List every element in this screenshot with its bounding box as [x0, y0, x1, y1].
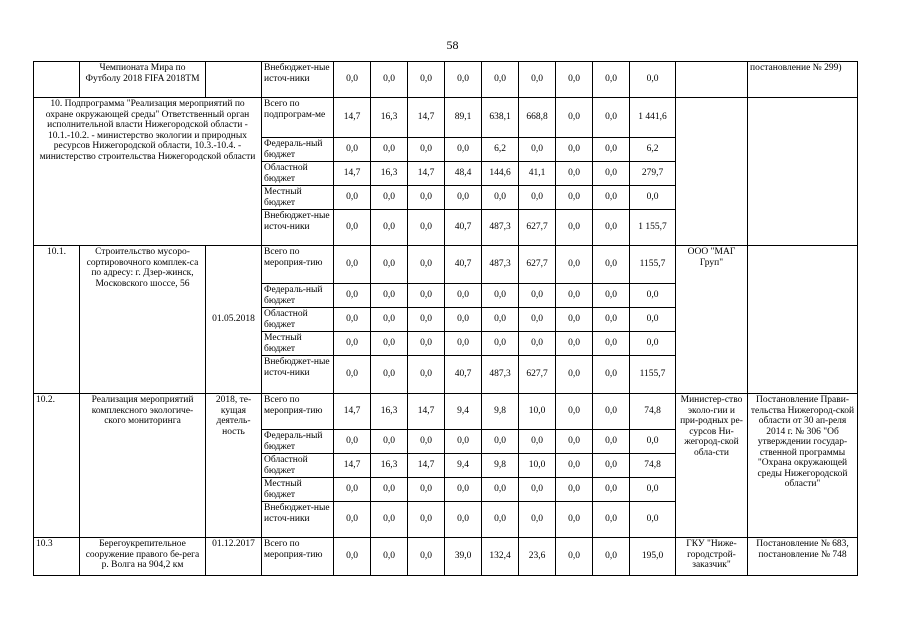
- value-cell: 0,0: [556, 356, 593, 394]
- value-cell: 0,0: [445, 186, 482, 210]
- value-cell: 0,0: [408, 478, 445, 502]
- basis-cell: [748, 246, 858, 394]
- value-cell: 16,3: [371, 394, 408, 430]
- value-cell: 0,0: [593, 502, 630, 538]
- value-cell: 0,0: [371, 186, 408, 210]
- value-cell: 0,0: [445, 430, 482, 454]
- value-cell: 0,0: [593, 210, 630, 246]
- value-cell: 0,0: [408, 538, 445, 576]
- item-name-cell: Чемпионата Мира по Футболу 2018 FIFA 2018TM: [80, 62, 206, 98]
- value-cell: 0,0: [408, 246, 445, 284]
- value-cell: 0,0: [371, 478, 408, 502]
- value-cell: 0,0: [371, 308, 408, 332]
- value-cell: 0,0: [630, 284, 676, 308]
- funding-source-cell: Областной бюджет: [262, 454, 334, 478]
- funding-source-cell: Федераль-ный бюджет: [262, 138, 334, 162]
- basis-cell: Постановление Прави-тельства Нижегород-ской области от 30 ап-реля 2014 г. № 306 "Об утверждении государ-ственной программы "Охрана окружающей среды Нижегородской области": [748, 394, 858, 538]
- value-cell: 40,7: [445, 210, 482, 246]
- table-row: [34, 246, 858, 284]
- value-cell: 0,0: [482, 478, 519, 502]
- value-cell: 0,0: [445, 502, 482, 538]
- value-cell: 0,0: [334, 430, 371, 454]
- value-cell: 627,7: [519, 210, 556, 246]
- value-cell: 0,0: [556, 332, 593, 356]
- funding-source-cell: Областной бюджет: [262, 162, 334, 186]
- executor-cell: Министер-ство эколо-гии и при-родных ре-сурсов Ни-жегород-ской обла-сти: [676, 394, 748, 538]
- funding-source-cell: Местный бюджет: [262, 332, 334, 356]
- value-cell: 0,0: [593, 186, 630, 210]
- value-cell: 0,0: [482, 502, 519, 538]
- item-name-cell: Строительство мусоро-сортировочного комплек-са по адресу: г. Дзер-жинск, Московского шоссе, 56: [80, 246, 206, 394]
- item-number-cell: 10.2.: [34, 394, 80, 538]
- value-cell: 0,0: [593, 98, 630, 138]
- value-cell: 6,2: [482, 138, 519, 162]
- value-cell: 0,0: [556, 284, 593, 308]
- funding-source-cell: Внебюджет-ные источ-ники: [262, 356, 334, 394]
- deadline-cell: 2018, те-кущая деятель-ность: [206, 394, 262, 538]
- value-cell: 487,3: [482, 210, 519, 246]
- value-cell: 0,0: [630, 62, 676, 98]
- value-cell: 0,0: [630, 332, 676, 356]
- table-row: [34, 98, 858, 138]
- item-number-cell: [34, 62, 80, 98]
- value-cell: 1155,7: [630, 356, 676, 394]
- page-number: 58: [446, 38, 459, 52]
- value-cell: 0,0: [630, 502, 676, 538]
- value-cell: 9,8: [482, 394, 519, 430]
- value-cell: 0,0: [482, 186, 519, 210]
- value-cell: 0,0: [593, 162, 630, 186]
- value-cell: 0,0: [593, 284, 630, 308]
- funding-source-cell: Всего по мероприя-тию: [262, 538, 334, 576]
- value-cell: 6,2: [630, 138, 676, 162]
- value-cell: 0,0: [593, 356, 630, 394]
- value-cell: 0,0: [593, 246, 630, 284]
- funding-source-cell: Областной бюджет: [262, 308, 334, 332]
- basis-cell: Постановление № 683, постановление № 748: [748, 538, 858, 576]
- subprogram-title-cell: 10. Подпрограмма "Реализация мероприятий по охране окружающей среды" Ответственный орган исполнительной власти Нижегородской области - 10.1.-10.2. - министерство экологии и природных ресурсов Нижегородской области, 10.3.-10.4. - министерство строительства Нижегородской области: [34, 98, 262, 246]
- funding-source-cell: Внебюджет-ные источ-ники: [262, 62, 334, 98]
- value-cell: 0,0: [556, 62, 593, 98]
- value-cell: 14,7: [334, 162, 371, 186]
- value-cell: 0,0: [593, 430, 630, 454]
- value-cell: 0,0: [408, 210, 445, 246]
- value-cell: 0,0: [408, 138, 445, 162]
- value-cell: 10,0: [519, 394, 556, 430]
- value-cell: 0,0: [556, 502, 593, 538]
- value-cell: 0,0: [482, 308, 519, 332]
- value-cell: 487,3: [482, 246, 519, 284]
- value-cell: 487,3: [482, 356, 519, 394]
- funding-source-cell: Федераль-ный бюджет: [262, 284, 334, 308]
- value-cell: 144,6: [482, 162, 519, 186]
- executor-cell: ООО "МАГ Груп": [676, 246, 748, 394]
- value-cell: 0,0: [482, 62, 519, 98]
- value-cell: 16,3: [371, 454, 408, 478]
- value-cell: 0,0: [334, 186, 371, 210]
- value-cell: 638,1: [482, 98, 519, 138]
- basis-cell: постановление № 299): [748, 62, 858, 98]
- value-cell: 23,6: [519, 538, 556, 576]
- value-cell: 74,8: [630, 394, 676, 430]
- value-cell: 0,0: [371, 538, 408, 576]
- value-cell: 0,0: [593, 62, 630, 98]
- value-cell: 0,0: [556, 246, 593, 284]
- funding-source-cell: Внебюджет-ные источ-ники: [262, 502, 334, 538]
- value-cell: 14,7: [334, 98, 371, 138]
- deadline-cell: 01.05.2018: [206, 246, 262, 394]
- value-cell: 0,0: [556, 478, 593, 502]
- value-cell: 0,0: [371, 210, 408, 246]
- value-cell: 0,0: [334, 284, 371, 308]
- value-cell: 0,0: [519, 62, 556, 98]
- value-cell: 0,0: [371, 284, 408, 308]
- value-cell: 0,0: [593, 538, 630, 576]
- value-cell: 0,0: [408, 308, 445, 332]
- value-cell: 0,0: [519, 332, 556, 356]
- value-cell: 0,0: [371, 62, 408, 98]
- value-cell: 0,0: [556, 162, 593, 186]
- value-cell: 0,0: [408, 62, 445, 98]
- funding-source-cell: Местный бюджет: [262, 478, 334, 502]
- value-cell: 0,0: [482, 284, 519, 308]
- value-cell: 0,0: [445, 478, 482, 502]
- value-cell: 16,3: [371, 98, 408, 138]
- value-cell: 1 155,7: [630, 210, 676, 246]
- value-cell: 0,0: [593, 308, 630, 332]
- value-cell: 0,0: [556, 538, 593, 576]
- value-cell: 1 441,6: [630, 98, 676, 138]
- value-cell: 0,0: [556, 186, 593, 210]
- executor-cell: ГКУ "Ниже-городстрой-заказчик": [676, 538, 748, 576]
- value-cell: 14,7: [408, 98, 445, 138]
- value-cell: 9,4: [445, 394, 482, 430]
- value-cell: 0,0: [371, 332, 408, 356]
- value-cell: 0,0: [408, 332, 445, 356]
- value-cell: 0,0: [371, 138, 408, 162]
- value-cell: 0,0: [445, 308, 482, 332]
- deadline-cell: 01.12.2017: [206, 538, 262, 576]
- value-cell: 0,0: [556, 430, 593, 454]
- value-cell: 195,0: [630, 538, 676, 576]
- value-cell: 74,8: [630, 454, 676, 478]
- value-cell: 0,0: [519, 186, 556, 210]
- value-cell: 0,0: [519, 478, 556, 502]
- value-cell: 0,0: [334, 62, 371, 98]
- value-cell: 0,0: [593, 478, 630, 502]
- funding-source-cell: Федераль-ный бюджет: [262, 430, 334, 454]
- value-cell: 0,0: [334, 138, 371, 162]
- value-cell: 0,0: [630, 308, 676, 332]
- value-cell: 0,0: [630, 186, 676, 210]
- value-cell: 0,0: [519, 502, 556, 538]
- value-cell: 0,0: [408, 430, 445, 454]
- value-cell: 48,4: [445, 162, 482, 186]
- value-cell: 0,0: [445, 62, 482, 98]
- value-cell: 16,3: [371, 162, 408, 186]
- value-cell: 0,0: [593, 332, 630, 356]
- funding-source-cell: Всего по мероприя-тию: [262, 394, 334, 430]
- funding-source-cell: Местный бюджет: [262, 186, 334, 210]
- value-cell: 0,0: [482, 430, 519, 454]
- value-cell: 0,0: [556, 454, 593, 478]
- item-name-cell: Берегоукрепительное сооружение правого бе-рега р. Волга на 904,2 км: [80, 538, 206, 576]
- value-cell: 0,0: [371, 502, 408, 538]
- value-cell: 1155,7: [630, 246, 676, 284]
- value-cell: 0,0: [556, 138, 593, 162]
- value-cell: 0,0: [334, 332, 371, 356]
- value-cell: 39,0: [445, 538, 482, 576]
- funding-source-cell: Всего по подпрограм-ме: [262, 98, 334, 138]
- table-row: [34, 62, 858, 98]
- value-cell: 0,0: [556, 308, 593, 332]
- item-name-cell: Реализация мероприятий комплексного экологиче-ского мониторинга: [80, 394, 206, 538]
- value-cell: 668,8: [519, 98, 556, 138]
- value-cell: 0,0: [334, 246, 371, 284]
- value-cell: 40,7: [445, 356, 482, 394]
- value-cell: 10,0: [519, 454, 556, 478]
- value-cell: 40,7: [445, 246, 482, 284]
- value-cell: 0,0: [593, 394, 630, 430]
- value-cell: 0,0: [482, 332, 519, 356]
- value-cell: 0,0: [556, 210, 593, 246]
- value-cell: 0,0: [334, 210, 371, 246]
- item-number-cell: 10.1.: [34, 246, 80, 394]
- value-cell: 41,1: [519, 162, 556, 186]
- basis-cell: [748, 98, 858, 246]
- value-cell: 9,4: [445, 454, 482, 478]
- program-funding-table: [33, 61, 858, 576]
- value-cell: 0,0: [630, 430, 676, 454]
- value-cell: 132,4: [482, 538, 519, 576]
- value-cell: 0,0: [445, 138, 482, 162]
- value-cell: 627,7: [519, 356, 556, 394]
- funding-source-cell: Внебюджет-ные источ-ники: [262, 210, 334, 246]
- value-cell: 0,0: [408, 356, 445, 394]
- value-cell: 0,0: [334, 502, 371, 538]
- value-cell: 14,7: [408, 394, 445, 430]
- deadline-cell: [206, 62, 262, 98]
- executor-cell: [676, 62, 748, 98]
- value-cell: 0,0: [445, 332, 482, 356]
- executor-cell: [676, 98, 748, 246]
- value-cell: 0,0: [334, 308, 371, 332]
- value-cell: 0,0: [519, 308, 556, 332]
- value-cell: 0,0: [519, 284, 556, 308]
- table-row: [34, 538, 858, 576]
- value-cell: 0,0: [593, 138, 630, 162]
- value-cell: 9,8: [482, 454, 519, 478]
- value-cell: 0,0: [371, 430, 408, 454]
- value-cell: 89,1: [445, 98, 482, 138]
- table-row: [34, 394, 858, 430]
- value-cell: 279,7: [630, 162, 676, 186]
- value-cell: 0,0: [371, 356, 408, 394]
- value-cell: 0,0: [593, 454, 630, 478]
- value-cell: 0,0: [630, 478, 676, 502]
- value-cell: 0,0: [371, 246, 408, 284]
- value-cell: 0,0: [334, 538, 371, 576]
- value-cell: 0,0: [334, 356, 371, 394]
- value-cell: 0,0: [519, 430, 556, 454]
- value-cell: 14,7: [408, 454, 445, 478]
- value-cell: 14,7: [408, 162, 445, 186]
- value-cell: 0,0: [556, 98, 593, 138]
- funding-source-cell: Всего по мероприя-тию: [262, 246, 334, 284]
- value-cell: 14,7: [334, 454, 371, 478]
- value-cell: 0,0: [556, 394, 593, 430]
- value-cell: 14,7: [334, 394, 371, 430]
- value-cell: 0,0: [408, 284, 445, 308]
- value-cell: 0,0: [445, 284, 482, 308]
- value-cell: 0,0: [408, 502, 445, 538]
- value-cell: 0,0: [408, 186, 445, 210]
- value-cell: 0,0: [334, 478, 371, 502]
- value-cell: 627,7: [519, 246, 556, 284]
- value-cell: 0,0: [519, 138, 556, 162]
- item-number-cell: 10.3: [34, 538, 80, 576]
